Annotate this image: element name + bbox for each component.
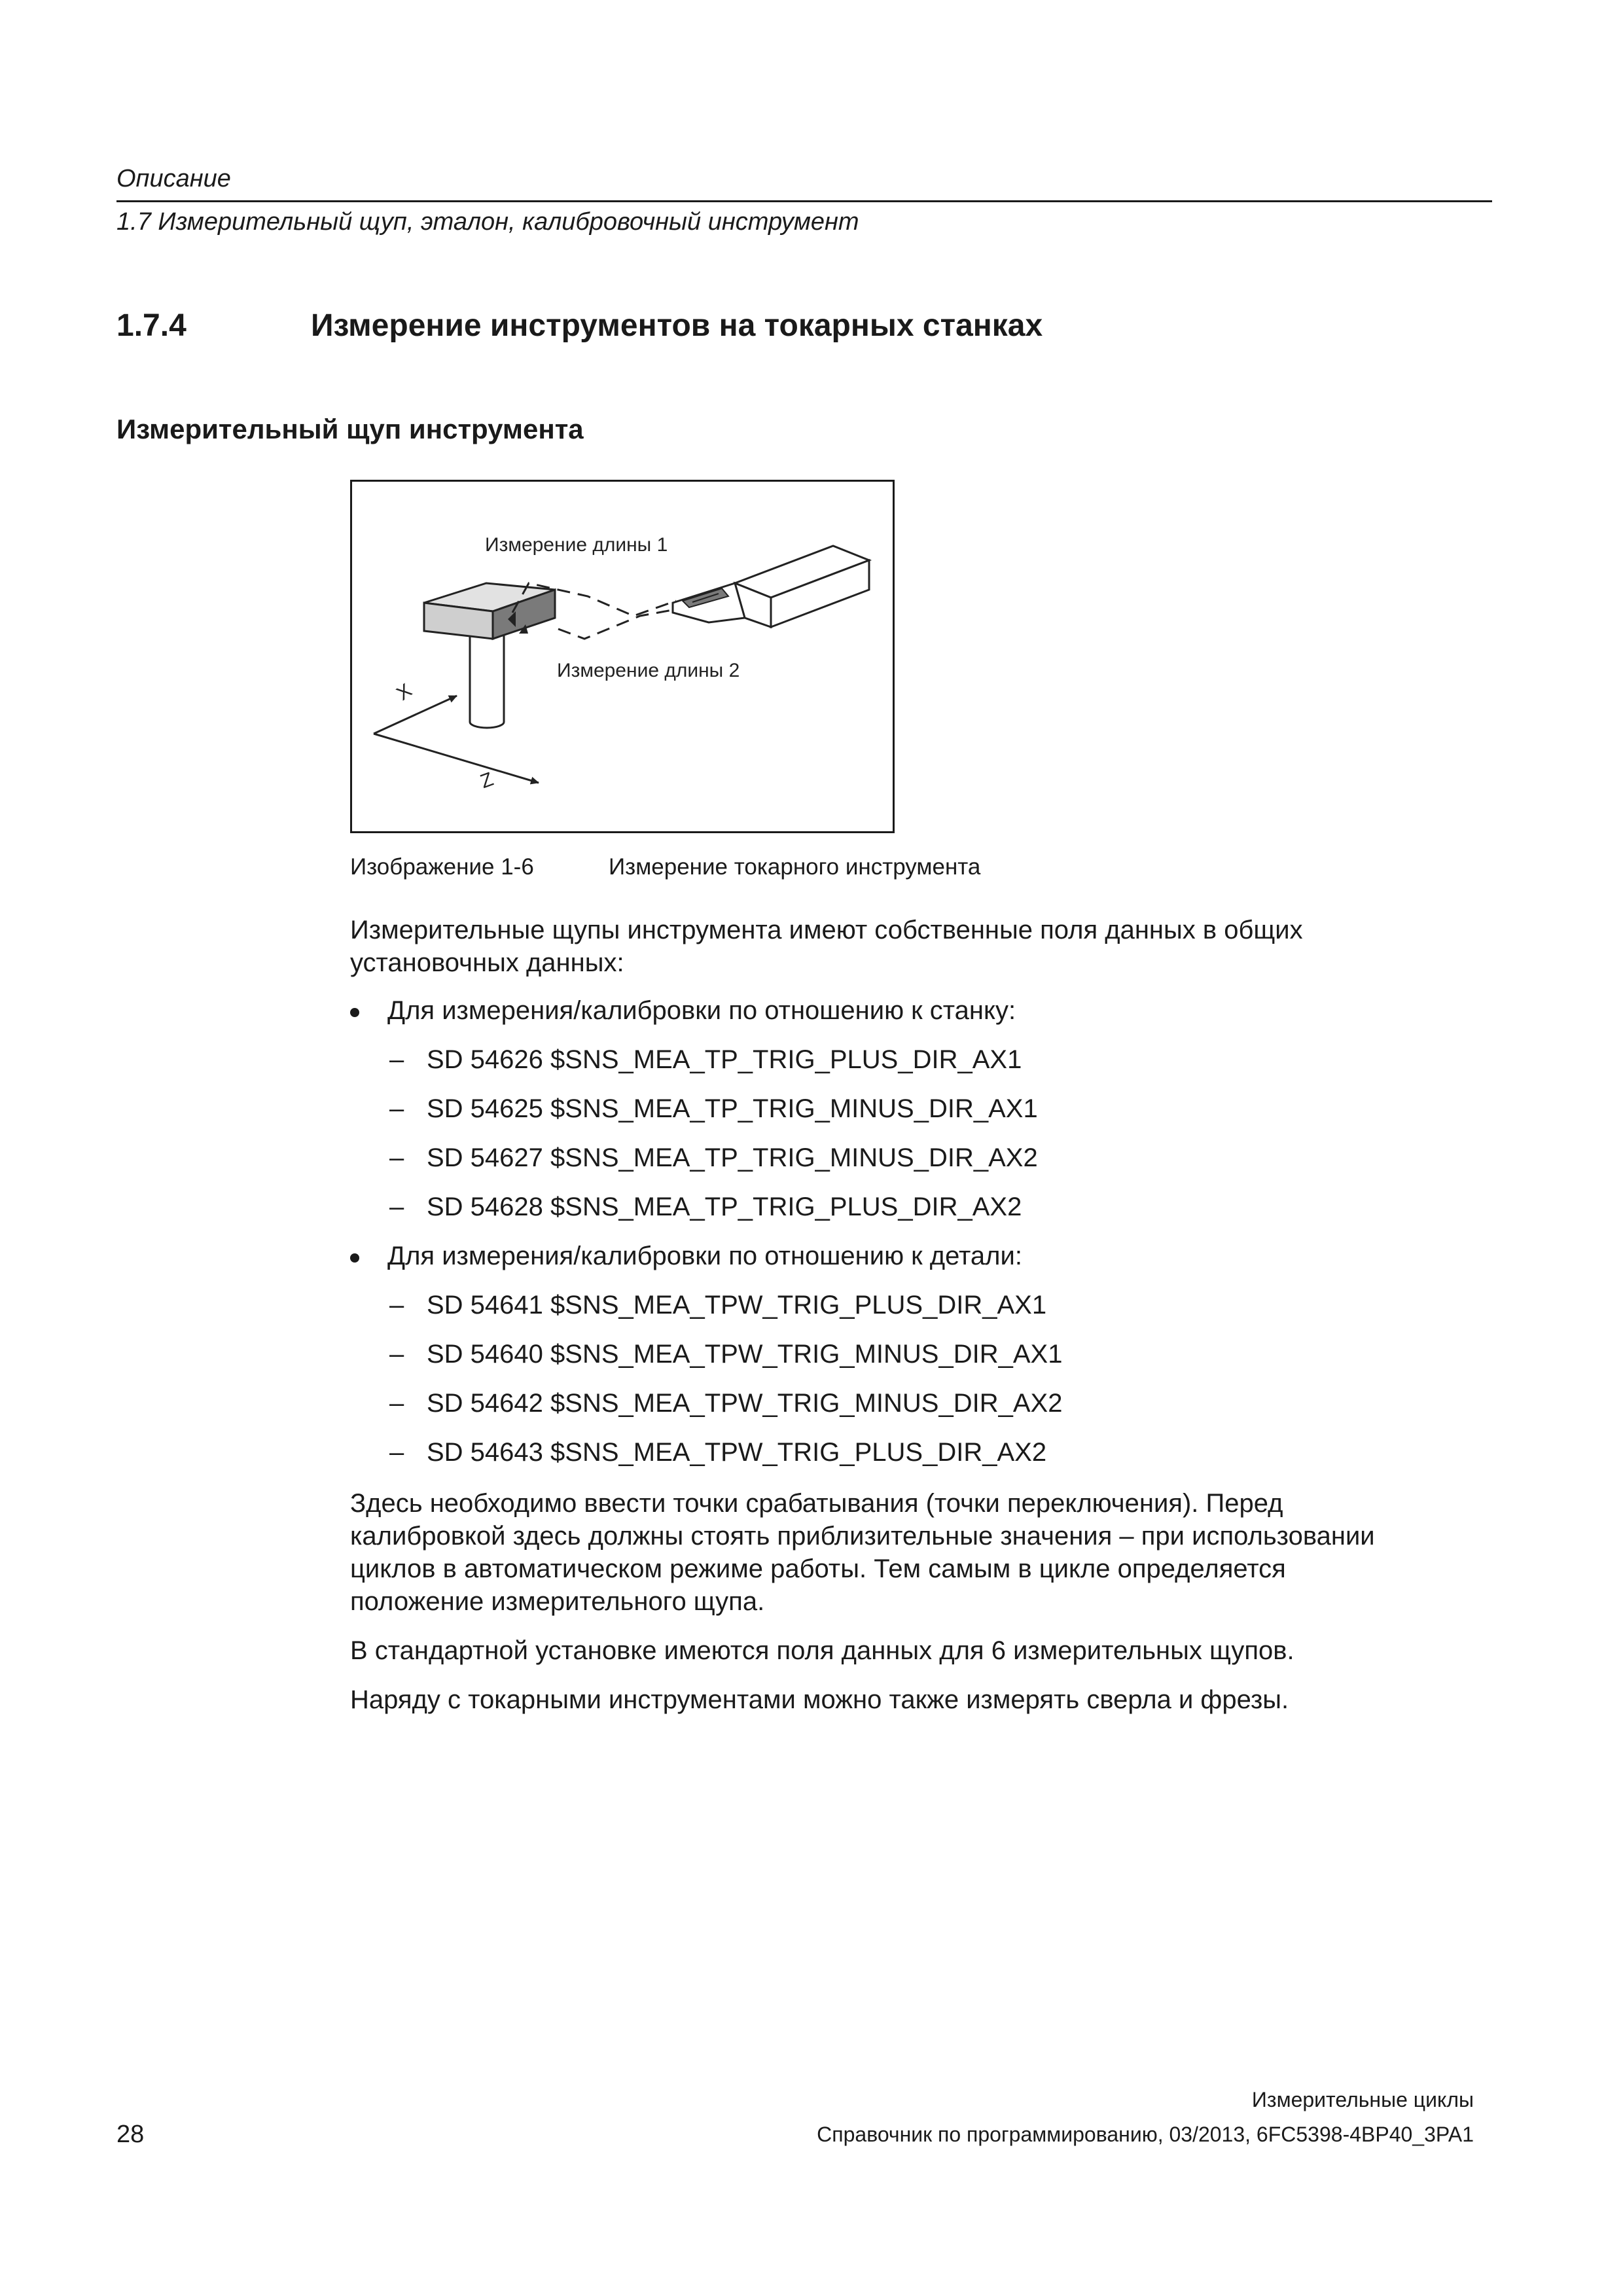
intro-line-1: Измерительные щупы инструмента имеют собственные поля данных в общих (350, 916, 1303, 944)
running-header-section: Описание (116, 165, 231, 192)
list-item: SD 54627 $SNS_MEA_TP_TRIG_MINUS_DIR_AX2 (427, 1143, 1038, 1172)
dash-icon: – (389, 1340, 404, 1369)
dash-icon: – (389, 1193, 404, 1221)
list-item: SD 54626 $SNS_MEA_TP_TRIG_PLUS_DIR_AX1 (427, 1045, 1022, 1074)
paragraph-line: Здесь необходимо ввести точки срабатывания (точки переключения). Перед (350, 1489, 1283, 1518)
axis-z-arrow (374, 734, 539, 783)
paragraph-line: калибровкой здесь должны стоять приблизительные значения – при использовании (350, 1522, 1375, 1551)
dash-icon: – (389, 1094, 404, 1123)
figure-caption-text: Измерение токарного инструмента (609, 854, 981, 880)
dash-icon: – (389, 1291, 404, 1319)
bullet-workpiece: Для измерения/калибровки по отношению к детали: (387, 1242, 1022, 1270)
subsection-title: Измерительный щуп инструмента (116, 414, 584, 444)
running-header-subsection: 1.7 Измерительный щуп, эталон, калибровочный инструмент (116, 208, 859, 236)
dash-icon: – (389, 1389, 404, 1418)
axis-x-label: X (393, 679, 416, 705)
paragraph-line: циклов в автоматическом режиме работы. Тем самым в цикле определяется (350, 1554, 1286, 1583)
footer-doc-info: Справочник по программированию, 03/2013, 6FC5398-4BP40_3PA1 (817, 2123, 1474, 2146)
paragraph-probe-count: В стандартной установке имеются поля данных для 6 измерительных щупов. (350, 1636, 1294, 1665)
dash-icon: – (389, 1143, 404, 1172)
paragraph-line: положение измерительного щупа. (350, 1587, 765, 1616)
figure-caption-number: Изображение 1-6 (350, 854, 534, 880)
axis-x-arrow (374, 696, 457, 734)
probe-stem (470, 629, 504, 728)
bullet-icon (350, 1008, 359, 1017)
bullet-machine: Для измерения/калибровки по отношению к станку: (387, 996, 1016, 1025)
turning-tool (673, 546, 869, 627)
measurement-path-2 (558, 609, 676, 639)
label-length-2: Измерение длины 2 (557, 660, 740, 681)
list-item: SD 54640 $SNS_MEA_TPW_TRIG_MINUS_DIR_AX1 (427, 1340, 1063, 1369)
intro-line-2: установочных данных: (350, 948, 624, 977)
section-title: Измерение инструментов на токарных станках (311, 308, 1043, 343)
footer-doc-title: Измерительные циклы (1251, 2088, 1474, 2111)
axis-z-label: Z (477, 768, 497, 793)
page-number: 28 (116, 2121, 145, 2148)
bullet-icon (350, 1253, 359, 1263)
paragraph-drills-mills: Наряду с токарными инструментами можно также измерять сверла и фрезы. (350, 1685, 1289, 1714)
header-rule (116, 200, 1492, 202)
list-item: SD 54643 $SNS_MEA_TPW_TRIG_PLUS_DIR_AX2 (427, 1438, 1047, 1467)
list-item: SD 54642 $SNS_MEA_TPW_TRIG_MINUS_DIR_AX2 (427, 1389, 1063, 1418)
list-item: SD 54641 $SNS_MEA_TPW_TRIG_PLUS_DIR_AX1 (427, 1291, 1047, 1319)
probe-head (424, 583, 555, 639)
dash-icon: – (389, 1438, 404, 1467)
label-length-1: Измерение длины 1 (485, 534, 668, 556)
list-item: SD 54625 $SNS_MEA_TP_TRIG_MINUS_DIR_AX1 (427, 1094, 1038, 1123)
figure-turning-tool-measurement (350, 480, 895, 833)
section-number: 1.7.4 (116, 308, 187, 343)
dash-icon: – (389, 1045, 404, 1074)
list-item: SD 54628 $SNS_MEA_TP_TRIG_PLUS_DIR_AX2 (427, 1193, 1022, 1221)
